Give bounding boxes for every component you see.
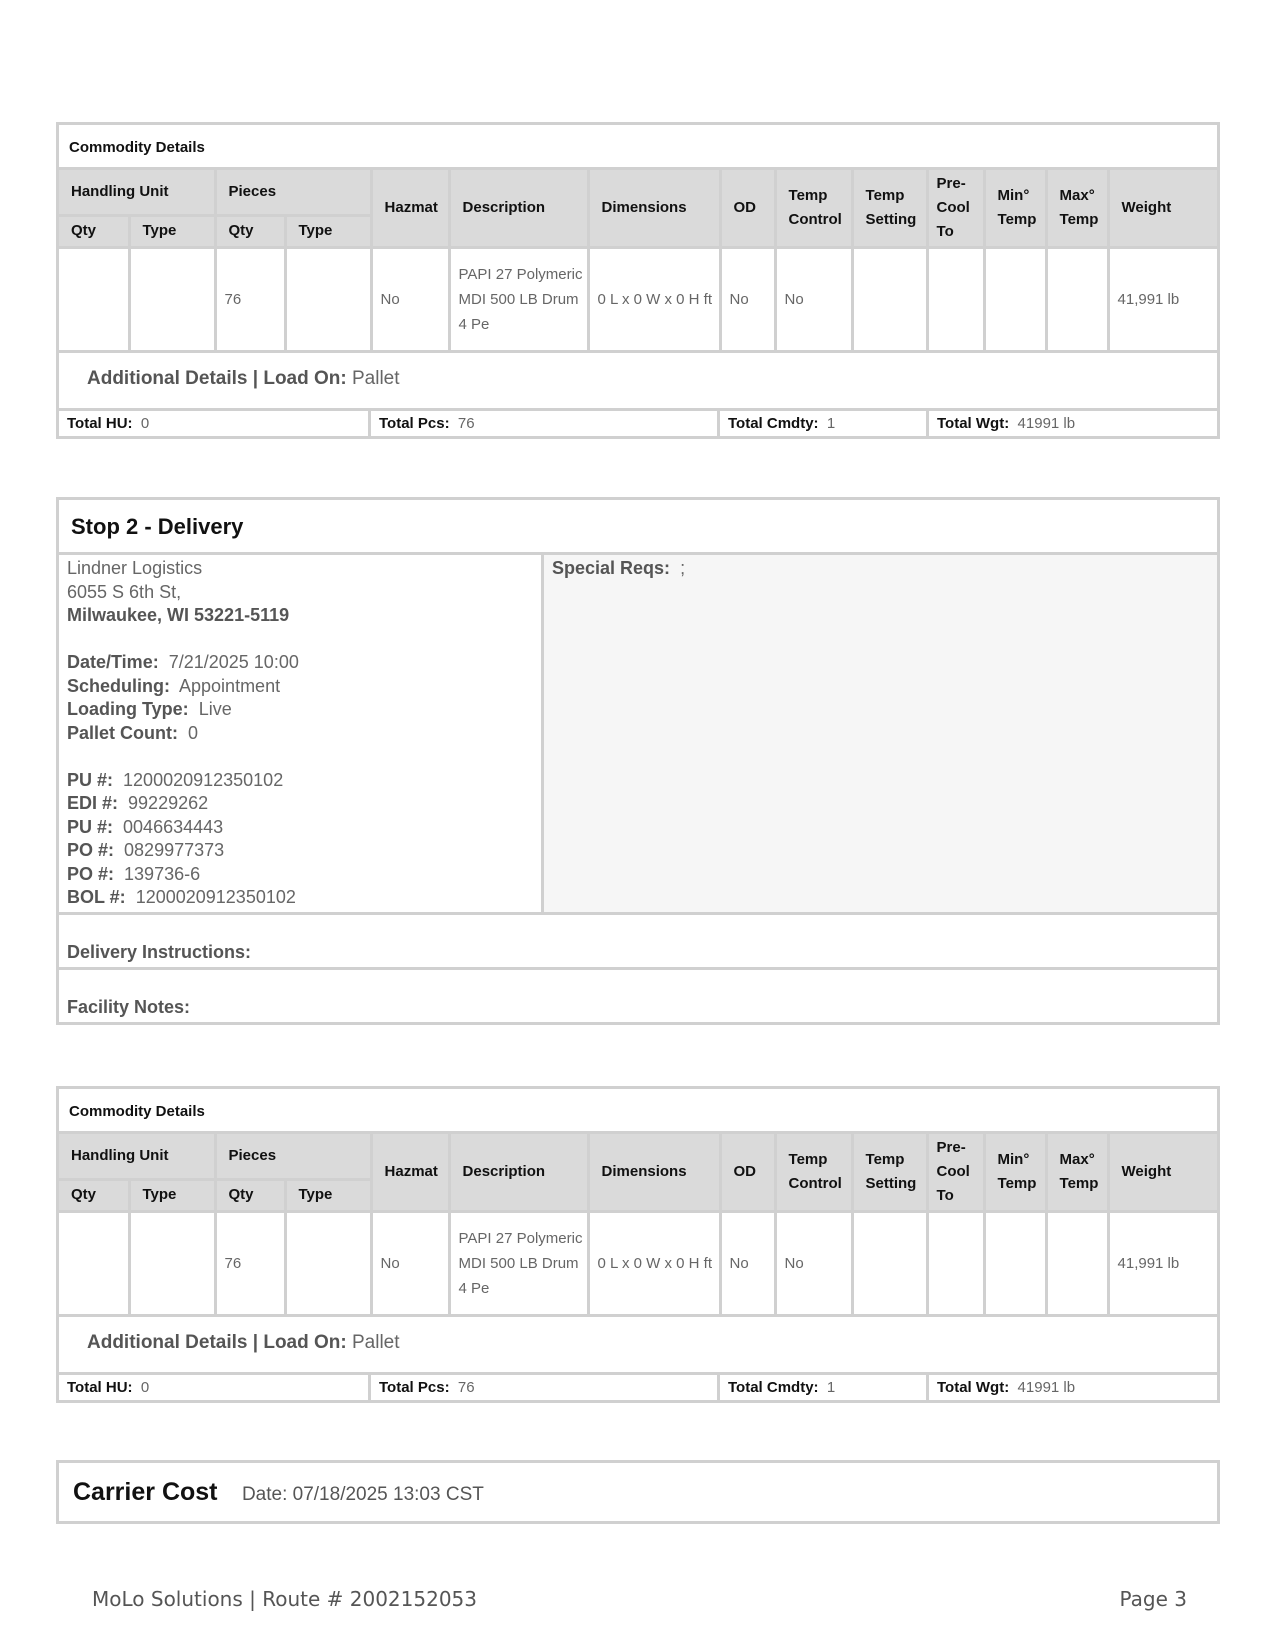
cell-pre-cool-to xyxy=(927,1211,984,1315)
cell-weight: 41,991 lb xyxy=(1108,247,1217,351)
totals-row xyxy=(59,1372,1217,1400)
header-temp-setting: Temp Setting xyxy=(852,1134,927,1211)
carrier-cost-date: Date: 07/18/2025 13:03 CST xyxy=(241,1484,484,1505)
header-min-temp: Min° Temp xyxy=(984,1134,1046,1211)
additional-details xyxy=(59,1317,1217,1372)
city-state-zip: Milwaukee, WI 53221-5119 xyxy=(67,605,290,625)
cell-temp-control: No xyxy=(775,1211,852,1315)
additional-details-label: Additional Details | Load On: xyxy=(87,1331,347,1353)
header-temp-control: Temp Control xyxy=(775,1134,852,1211)
ref-pu-2: PU #: 0046634443 xyxy=(67,816,224,837)
table-row xyxy=(59,247,1217,351)
header-max-temp: Max° Temp xyxy=(1046,1134,1108,1211)
header-hu-qty: Qty xyxy=(59,215,129,247)
header-pc-type: Type xyxy=(285,1179,371,1211)
total-wgt: Total Wgt: 41991 lb xyxy=(937,414,1076,432)
cell-temp-setting xyxy=(852,1211,927,1315)
special-reqs-label: Special Reqs: xyxy=(552,558,671,578)
header-od: OD xyxy=(720,170,775,247)
field-loading-type: Loading Type: Live xyxy=(67,699,232,719)
cell-od: No xyxy=(720,1211,775,1315)
commodity-title: Commodity Details xyxy=(59,1089,1217,1134)
header-description: Description xyxy=(449,1134,588,1211)
total-hu: Total HU: 0 xyxy=(59,1375,371,1400)
total-cmdty: Total Cmdty: 1 xyxy=(720,411,929,436)
ref-po-2: PO #: 139736-6 xyxy=(67,863,201,884)
total-hu: Total HU: 0 xyxy=(59,411,371,436)
additional-details-value: Pallet xyxy=(352,1331,400,1353)
ref-po-1: PO #: 0829977373 xyxy=(67,840,225,860)
header-hu-type: Type xyxy=(129,215,215,247)
total-cmdty: Total Cmdty: 1 xyxy=(720,1375,929,1400)
street-address: 6055 S 6th St, xyxy=(67,581,182,602)
special-reqs-value: ; xyxy=(680,558,686,578)
delivery-instructions: Delivery Instructions: xyxy=(59,915,1217,970)
cell-max-temp xyxy=(1046,1211,1108,1315)
additional-details-label: Additional Details | Load On: xyxy=(87,367,347,389)
special-reqs-panel xyxy=(544,555,1217,912)
cell-temp-control: No xyxy=(775,247,852,351)
header-pieces: Pieces xyxy=(215,1134,371,1179)
cell-description: PAPI 27 Polymeric MDI 500 LB Drum 4 Pe xyxy=(449,1211,588,1315)
header-pre-cool-to: Pre-Cool To xyxy=(927,1134,984,1211)
commodity-table xyxy=(59,1134,1217,1317)
cell-min-temp xyxy=(984,247,1046,351)
footer-page-number: Page 3 xyxy=(1119,1587,1187,1611)
total-pcs: Total Pcs: 76 xyxy=(371,1375,720,1400)
additional-details-value: Pallet xyxy=(352,367,400,389)
header-hazmat: Hazmat xyxy=(371,170,449,247)
header-pc-qty: Qty xyxy=(215,1179,285,1211)
cell-pc-type xyxy=(285,1211,371,1315)
header-hu-qty: Qty xyxy=(59,1179,129,1211)
commodity-details-2 xyxy=(56,1086,1220,1403)
stop-address-panel xyxy=(59,555,544,912)
cell-od: No xyxy=(720,247,775,351)
cell-dimensions: 0 L x 0 W x 0 H ft xyxy=(588,247,720,351)
header-handling-unit: Handling Unit xyxy=(59,170,215,215)
ref-pu-1: PU #: 1200020912350102 xyxy=(67,769,284,790)
cell-hazmat: No xyxy=(371,247,449,351)
header-pieces: Pieces xyxy=(215,170,371,215)
facility-notes: Facility Notes: xyxy=(67,997,191,1017)
header-temp-control: Temp Control xyxy=(775,170,852,247)
header-min-temp: Min° Temp xyxy=(984,170,1046,247)
header-hazmat: Hazmat xyxy=(371,1134,449,1211)
header-weight: Weight xyxy=(1108,170,1217,247)
cell-dimensions: 0 L x 0 W x 0 H ft xyxy=(588,1211,720,1315)
cell-pc-type xyxy=(285,247,371,351)
header-handling-unit: Handling Unit xyxy=(59,1134,215,1179)
totals-row xyxy=(59,408,1217,436)
cell-min-temp xyxy=(984,1211,1046,1315)
carrier-cost xyxy=(56,1460,1220,1524)
commodity-details-1 xyxy=(56,122,1220,439)
header-temp-setting: Temp Setting xyxy=(852,170,927,247)
stop-delivery xyxy=(56,497,1220,1025)
cell-pre-cool-to xyxy=(927,247,984,351)
header-pc-qty: Qty xyxy=(215,215,285,247)
header-hu-type: Type xyxy=(129,1179,215,1211)
total-pcs: Total Pcs: 76 xyxy=(371,411,720,436)
carrier-cost-title: Carrier Cost xyxy=(73,1478,218,1506)
cell-hu-type xyxy=(129,1211,215,1315)
footer-route: MoLo Solutions | Route # 2002152053 xyxy=(92,1587,477,1611)
header-dimensions: Dimensions xyxy=(588,170,720,247)
cell-hu-type xyxy=(129,247,215,351)
cell-max-temp xyxy=(1046,247,1108,351)
header-od: OD xyxy=(720,1134,775,1211)
field-scheduling: Scheduling: Appointment xyxy=(67,675,281,696)
cell-description: PAPI 27 Polymeric MDI 500 LB Drum 4 Pe xyxy=(449,247,588,351)
cell-hazmat: No xyxy=(371,1211,449,1315)
cell-hu-qty xyxy=(59,247,129,351)
cell-pc-qty: 76 xyxy=(215,247,285,351)
ref-edi: EDI #: 99229262 xyxy=(67,793,209,813)
additional-details xyxy=(59,353,1217,408)
header-description: Description xyxy=(449,170,588,247)
header-max-temp: Max° Temp xyxy=(1046,170,1108,247)
field-date-time: Date/Time: 7/21/2025 10:00 xyxy=(67,652,299,672)
stop-title: Stop 2 - Delivery xyxy=(59,500,1217,555)
cell-pc-qty: 76 xyxy=(215,1211,285,1315)
header-dimensions: Dimensions xyxy=(588,1134,720,1211)
header-weight: Weight xyxy=(1108,1134,1217,1211)
cell-temp-setting xyxy=(852,247,927,351)
company-name: Lindner Logistics xyxy=(67,558,203,578)
header-pc-type: Type xyxy=(285,215,371,247)
table-row xyxy=(59,1211,1217,1315)
cell-hu-qty xyxy=(59,1211,129,1315)
field-pallet-count: Pallet Count: 0 xyxy=(67,722,199,743)
commodity-title: Commodity Details xyxy=(59,125,1217,170)
commodity-table xyxy=(59,170,1217,353)
total-wgt: Total Wgt: 41991 lb xyxy=(937,1378,1076,1396)
ref-bol: BOL #: 1200020912350102 xyxy=(67,887,296,907)
header-pre-cool-to: Pre-Cool To xyxy=(927,170,984,247)
cell-weight: 41,991 lb xyxy=(1108,1211,1217,1315)
